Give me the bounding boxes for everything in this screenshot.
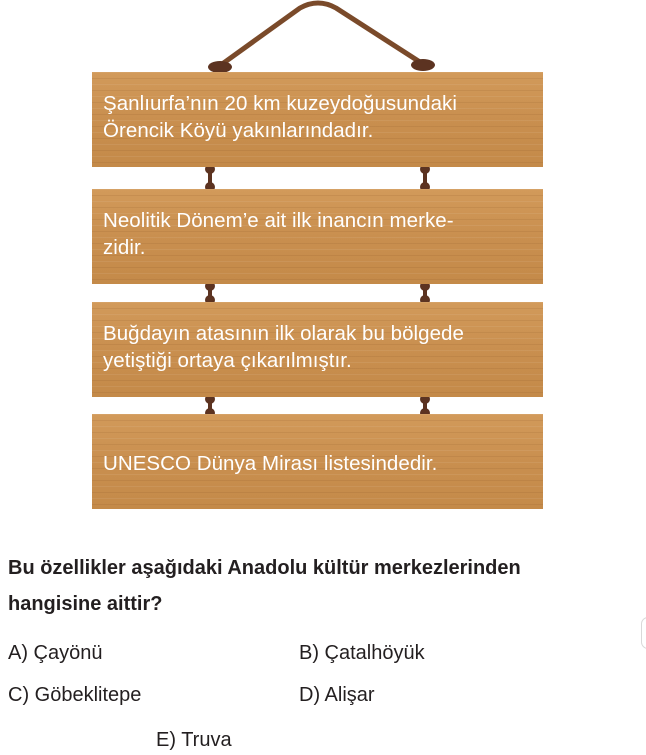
- question-line-1: Bu özellikler aşağıdaki Anadolu kültür merkezlerinden: [8, 557, 521, 579]
- option-c[interactable]: C) Göbeklitepe: [8, 684, 142, 706]
- option-a[interactable]: A) Çayönü: [8, 642, 103, 664]
- option-b[interactable]: B) Çatalhöyük: [299, 642, 425, 664]
- option-d[interactable]: D) Alişar: [299, 684, 375, 706]
- plank-2-line-2: zidir.: [103, 236, 146, 259]
- nail-right: [411, 59, 435, 71]
- plank-2-line-1: Neolitik Dönem’e ait ilk inancın merke-: [103, 209, 454, 232]
- page-edge-mark: [641, 617, 646, 649]
- plank-1-line-2: Örencik Köyü yakınlarındadır.: [103, 119, 374, 142]
- question-text: [8, 550, 646, 622]
- plank-3-text: [103, 320, 533, 374]
- sign-plank-3: [92, 302, 543, 397]
- plank-3-line-2: yetiştiği ortaya çıkarılmıştır.: [103, 349, 352, 372]
- question-line-2: hangisine aittir?: [8, 593, 163, 615]
- plank-4-text: [103, 450, 533, 477]
- plank-1-text: [103, 90, 533, 144]
- sign-plank-4: [92, 414, 543, 509]
- plank-2-text: [103, 207, 533, 261]
- option-e[interactable]: E) Truva: [156, 729, 232, 751]
- plank-1-line-1: Şanlıurfa’nın 20 km kuzeydoğusundaki: [103, 92, 457, 115]
- sign-plank-2: [92, 189, 543, 284]
- sign-plank-1: [92, 72, 543, 167]
- plank-3-line-1: Buğdayın atasının ilk olarak bu bölgede: [103, 322, 464, 345]
- plank-4-line-1: UNESCO Dünya Mirası listesindedir.: [103, 452, 438, 475]
- rope: [218, 3, 423, 67]
